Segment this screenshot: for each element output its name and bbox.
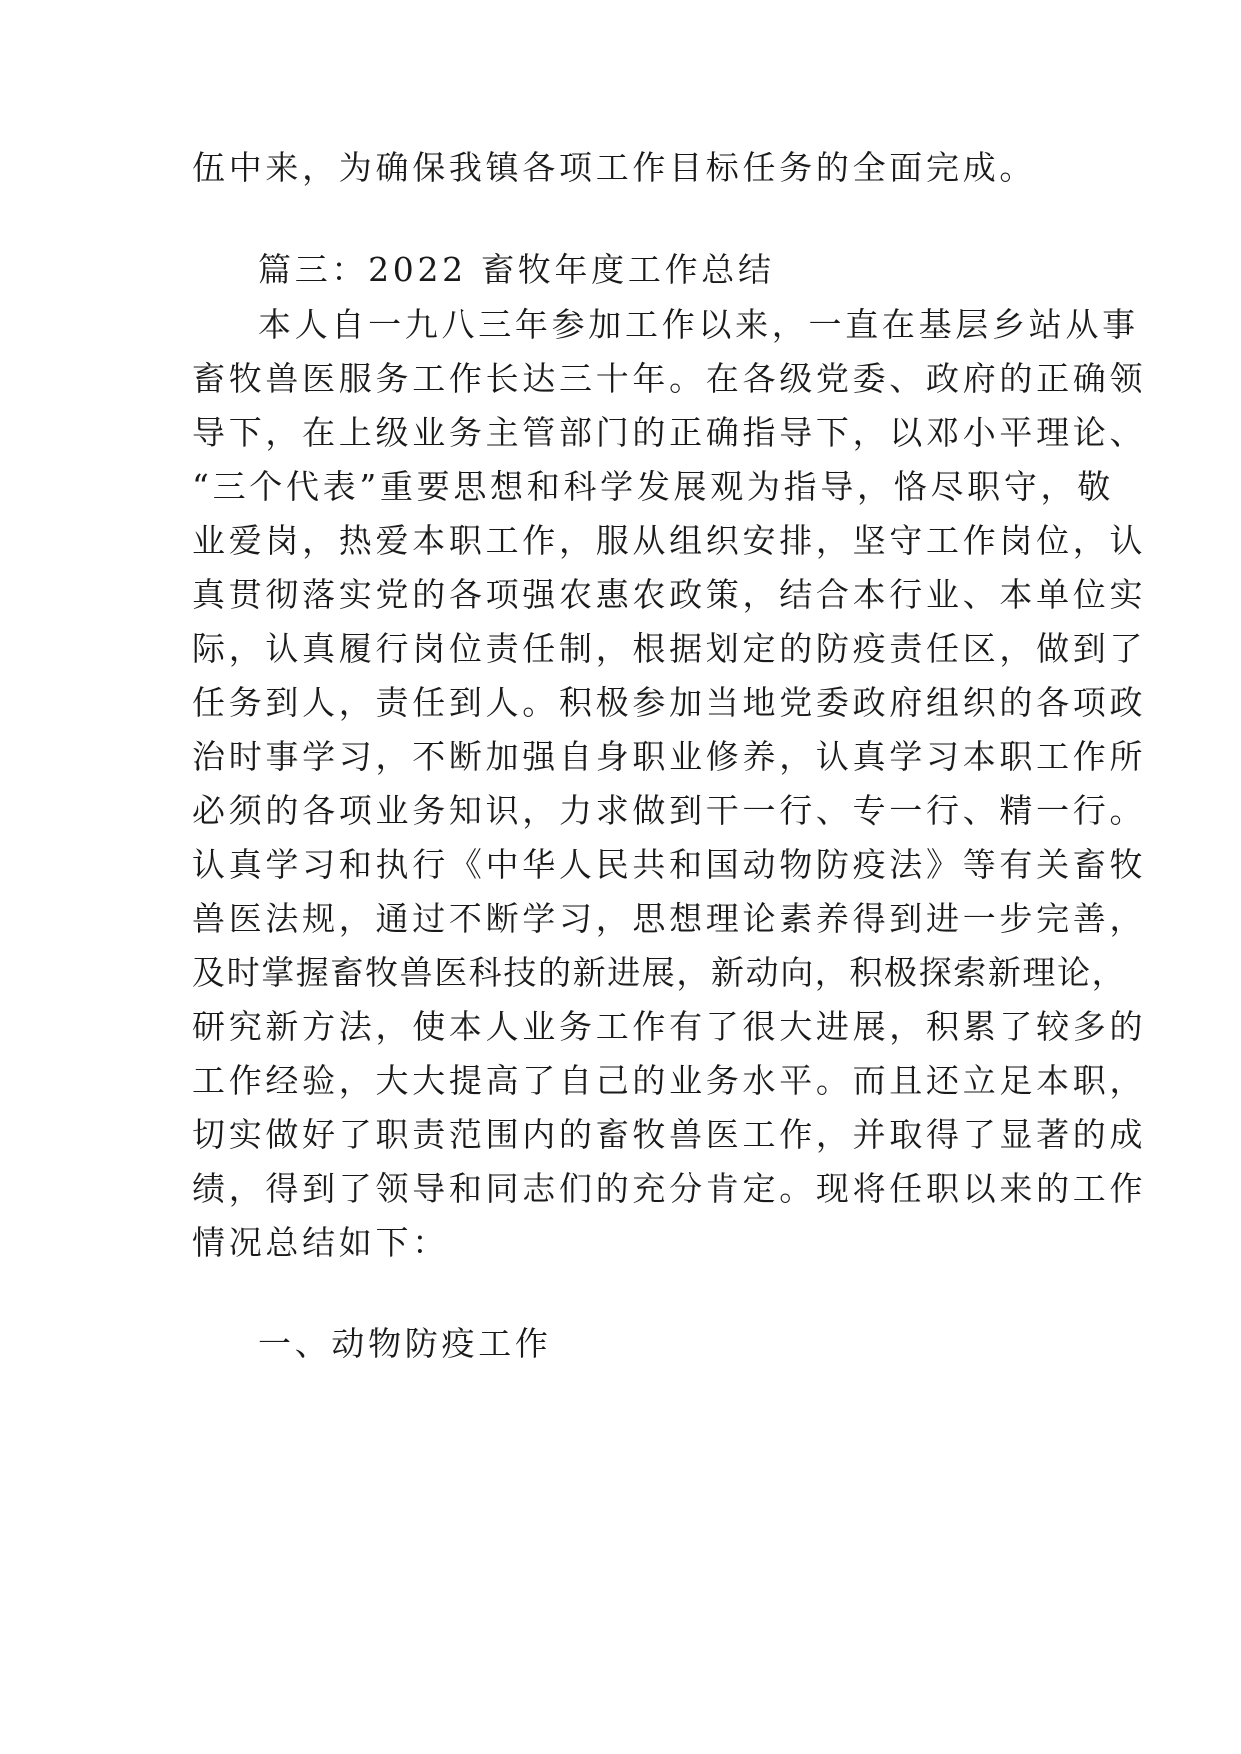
paragraph-line: 导下，在上级业务主管部门的正确指导下，以邓小平理论、 (192, 413, 1147, 452)
paragraph-line: 工作经验，大大提高了自己的业务水平。而且还立足本职， (192, 1061, 1147, 1100)
paragraph-line: 际，认真履行岗位责任制，根据划定的防疫责任区，做到了 (192, 629, 1147, 668)
paragraph-line: 治时事学习，不断加强自身职业修养，认真学习本职工作所 (192, 737, 1147, 776)
paragraph-line: 研究新方法，使本人业务工作有了很大进展，积累了较多的 (192, 1007, 1147, 1046)
paragraph-line: 真贯彻落实党的各项强农惠农政策，结合本行业、本单位实 (192, 575, 1147, 614)
paragraph-line: 畜牧兽医服务工作长达三十年。在各级党委、政府的正确领 (192, 359, 1147, 398)
subheading: 一、动物防疫工作 (258, 1324, 552, 1363)
paragraph-line: 业爱岗，热爱本职工作，服从组织安排，坚守工作岗位，认 (192, 521, 1147, 560)
paragraph-line: 情况总结如下： (192, 1223, 449, 1262)
paragraph-line: 认真学习和执行《中华人民共和国动物防疫法》等有关畜牧 (192, 845, 1147, 884)
paragraph-line: 本人自一九八三年参加工作以来，一直在基层乡站从事 (258, 305, 1139, 344)
carryover-line: 伍中来，为确保我镇各项工作目标任务的全面完成。 (192, 148, 1037, 187)
paragraph-line: 绩，得到了领导和同志们的充分肯定。现将任职以来的工作 (192, 1169, 1147, 1208)
paragraph-line: 必须的各项业务知识，力求做到干一行、专一行、精一行。 (192, 791, 1147, 830)
paragraph-line: 兽医法规，通过不断学习，思想理论素养得到进一步完善， (192, 899, 1147, 938)
section-title: 篇三：2022 畜牧年度工作总结 (258, 250, 775, 289)
paragraph-line: 任务到人，责任到人。积极参加当地党委政府组织的各项政 (192, 683, 1147, 722)
paragraph-line: 及时掌握畜牧兽医科技的新进展，新动向，积极探索新理论， (192, 953, 1127, 992)
paragraph-line: 切实做好了职责范围内的畜牧兽医工作，并取得了显著的成 (192, 1115, 1147, 1154)
paragraph-line: “三个代表”重要思想和科学发展观为指导，恪尽职守，敬 (192, 467, 1114, 506)
